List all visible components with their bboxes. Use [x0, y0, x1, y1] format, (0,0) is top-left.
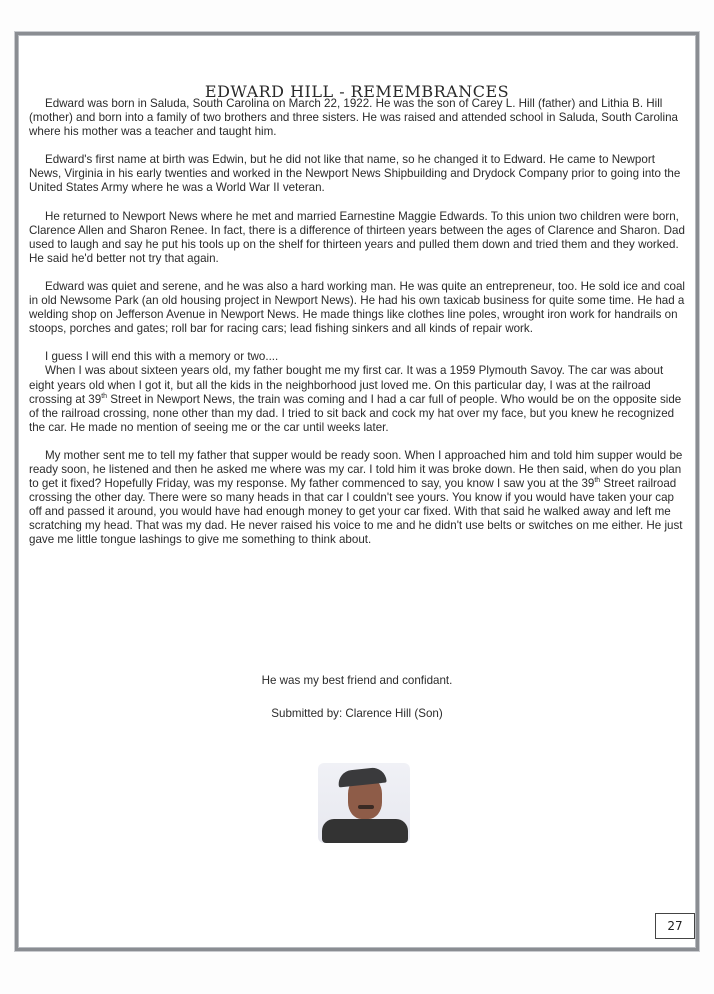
photo-mustache	[358, 805, 374, 809]
paragraph-supper: My mother sent me to tell my father that supper would be ready soon. When I approached him and told him supper would be ready soon, he listened and then he asked me where was my car. I told him it was broke down. He then said, when do you plan to get it fixed? Hopefully Friday, was my response. My father commenced to say, you know I saw you at the 39th Street railroad crossing the other day. There were so many heads in that car I couldn't see yours. You know if you would have taken your cap off and passed it around, you would have had enough money to get your car fixed. With that said he walked away and left me scratching my head. That was my dad. He never raised his voice to me and he didn't use belts or switches on me either. He just gave me little tongue lashings to give me something to think about.	[29, 448, 683, 547]
submitted-by: Submitted by: Clarence Hill (Son)	[271, 707, 443, 720]
paragraph-name-change: Edward's first name at birth was Edwin, but he did not like that name, so he changed it to Edward. He came to Newport News, Virginia in his early twenties and worked in the Newport News Shipbuilding and Drydock Company prior to going into the United States Army where he was a World War II veteran.	[29, 153, 681, 195]
paragraph-memory-intro: I guess I will end this with a memory or two....	[45, 350, 279, 364]
paragraph-work: Edward was quiet and serene, and he was also a hard working man. He was quite an entrepreneur, too. He sold ice and coal in old Newsome Park (an old housing project in Newport News). He had his own taxicab business for quite some time. He had a welding shop on Jefferson Avenue in Newport News. He made things like clothes line poles, wrought iron work for handrails on stoops, porches and gates; roll bar for racing cars; lead fishing sinkers and all kinds of repair work.	[29, 279, 685, 336]
closing-line: He was my best friend and confidant.	[261, 674, 453, 687]
page-border-frame	[15, 32, 699, 951]
page-title: EDWARD HILL - REMEMBRANCES	[204, 81, 510, 101]
paragraph-birth: Edward was born in Saluda, South Carolina on March 22, 1922. He was the son of Carey L. Hill (father) and Lithia B. Hill (mother) and born into a family of two brothers and three sisters. He was raised and attended school in Saluda, South Carolina where his mother was a teacher and taught him.	[29, 97, 678, 139]
photo-shirt	[322, 819, 408, 843]
paragraph-family: He returned to Newport News where he met and married Earnestine Maggie Edwards. To this union two children were born, Clarence Allen and Sharon Renee. In fact, there is a difference of thirteen years between the ages of Clarence and Sharon. Dad used to laugh and say he put his tools up on the shelf for thirteen years and pulled them down and tried them and they worked. He said he'd better not try that again.	[29, 209, 685, 265]
paragraph-first-car: When I was about sixteen years old, my father bought me my first car. It was a 1959 Plymouth Savoy. The car was about eight years old when I got it, but all the kids in the neighborhood just loved me. On this particular day, I was at the railroad crossing at 39th Street in Newport News, the train was coming and I had a car full of people. Who would be on the opposite side of the railroad crossing, none other than my dad. I tried to sit back and cock my hat over my face, but you knew he recognized the car. He made no mention of seeing me or the car until weeks later.	[29, 364, 682, 434]
article-body	[29, 97, 689, 562]
page-number: 27	[655, 913, 695, 939]
portrait-photo	[318, 763, 410, 843]
